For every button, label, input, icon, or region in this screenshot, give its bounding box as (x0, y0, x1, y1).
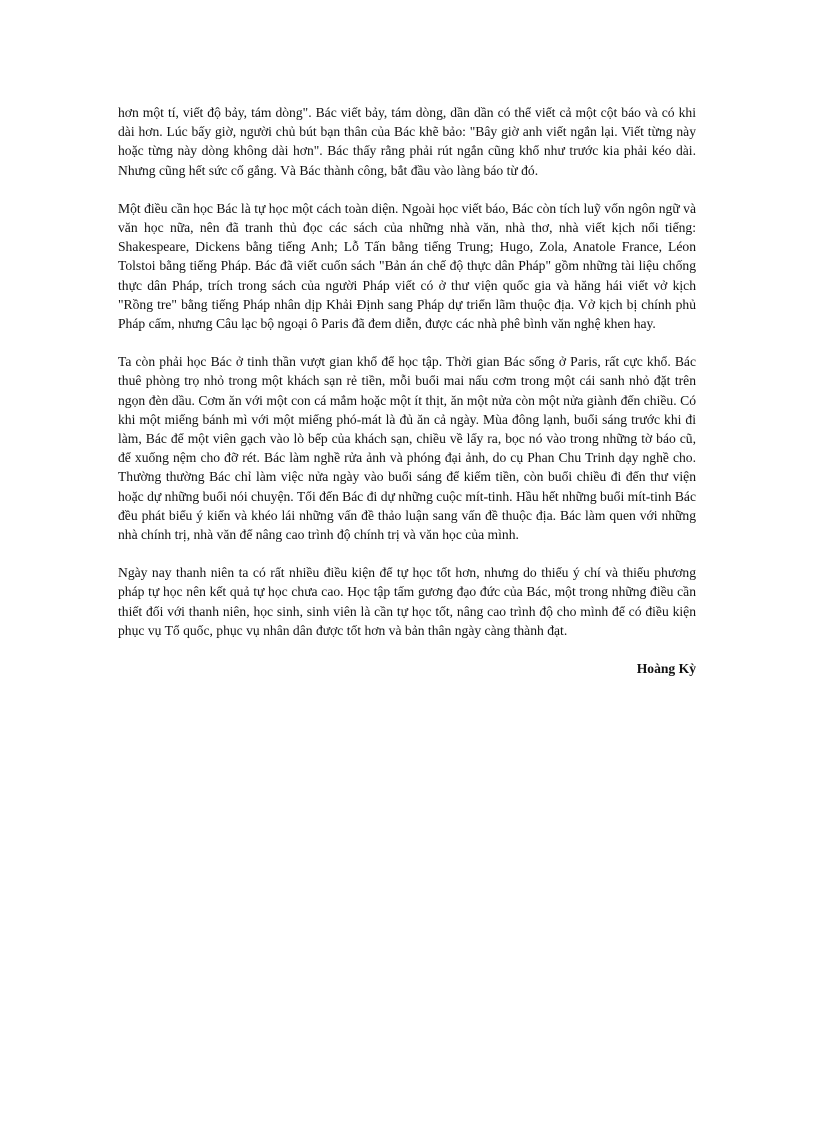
document-page (118, 103, 696, 678)
author-signature: Hoàng Kỳ (636, 661, 696, 677)
paragraph-1: hơn một tí, viết độ bảy, tám dòng". Bác viết bảy, tám dòng, dần dần có thể viết cả một cột báo và có khi dài hơn. Lúc bấy giờ, người chủ bút bạn thân của Bác khẽ bảo: "Bây giờ anh viết ngắn lại. Viết từng này hoặc từng này dòng không dài hơn". Bác thấy rằng phải rút ngắn cũng khổ như trước kia phải kéo dài. Nhưng cũng hết sức cố gắng. Và Bác thành công, bắt đầu vào làng báo từ đó. (118, 105, 696, 178)
paragraph-4: Ngày nay thanh niên ta có rất nhiều điều kiện để tự học tốt hơn, nhưng do thiếu ý chí và thiếu phương pháp tự học nên kết quả tự học chưa cao. Học tập tấm gương đạo đức của Bác, một trong những điều cần thiết đối với thanh niên, học sinh, sinh viên là cần tự học tốt, nâng cao trình độ cho mình để có điều kiện phục vụ Tổ quốc, phục vụ nhân dân được tốt hơn và bản thân ngày càng thành đạt. (118, 565, 696, 638)
paragraph-3: Ta còn phải học Bác ở tinh thần vượt gian khổ để học tập. Thời gian Bác sống ở Paris, rất cực khổ. Bác thuê phòng trọ nhỏ trong một khách sạn rẻ tiền, mỗi buổi mai nấu cơm trong một cái sanh nhỏ đặt trên ngọn đèn dầu. Cơm ăn với một con cá mắm hoặc một ít thịt, ăn một nửa còn một nửa giành đến chiều. Có khi một miếng bánh mì với một miếng phó-mát là đủ ăn cả ngày. Mùa đông lạnh, buổi sáng trước khi đi làm, Bác để một viên gạch vào lò bếp của khách sạn, chiều về lấy ra, bọc nó vào trong những tờ báo cũ, để xuống nệm cho đỡ rét. Bác làm nghề rửa ảnh và phóng đại ảnh, do cụ Phan Chu Trinh dạy nghề cho. Thường thường Bác chỉ làm việc nửa ngày vào buổi sáng để kiếm tiền, còn buổi chiều đi đến thư viện hoặc dự những buổi nói chuyện. Tối đến Bác đi dự những cuộc mít-tinh. Hầu hết những buổi mít-tinh Bác đều phát biểu ý kiến và khéo lái những vấn đề thảo luận sang vấn đề thuộc địa. Bác làm quen với những nhà chính trị, nhà văn để nâng cao trình độ chính trị và văn học của mình. (118, 354, 696, 543)
paragraph-2: Một điều cần học Bác là tự học một cách toàn diện. Ngoài học viết báo, Bác còn tích luỹ vốn ngôn ngữ và văn học nữa, nên đã tranh thủ đọc các sách của những nhà văn, nhà thơ, nhà viết kịch nổi tiếng: Shakespeare, Dickens bằng tiếng Anh; Lỗ Tấn bằng tiếng Trung; Hugo, Zola, Anatole France, Léon Tolstoi bằng tiếng Pháp. Bác đã viết cuốn sách "Bản án chế độ thực dân Pháp" gồm những tài liệu chống thực dân Pháp, trích trong sách của người Pháp viết có ở thư viện quốc gia và hăng hái viết vở kịch "Rồng tre" bằng tiếng Pháp nhân dịp Khải Định sang Pháp dự triển lãm thuộc địa. Vở kịch bị chính phủ Pháp cấm, nhưng Câu lạc bộ ngoại ô Paris đã đem diễn, được các nhà phê bình văn nghệ khen hay. (118, 200, 696, 332)
